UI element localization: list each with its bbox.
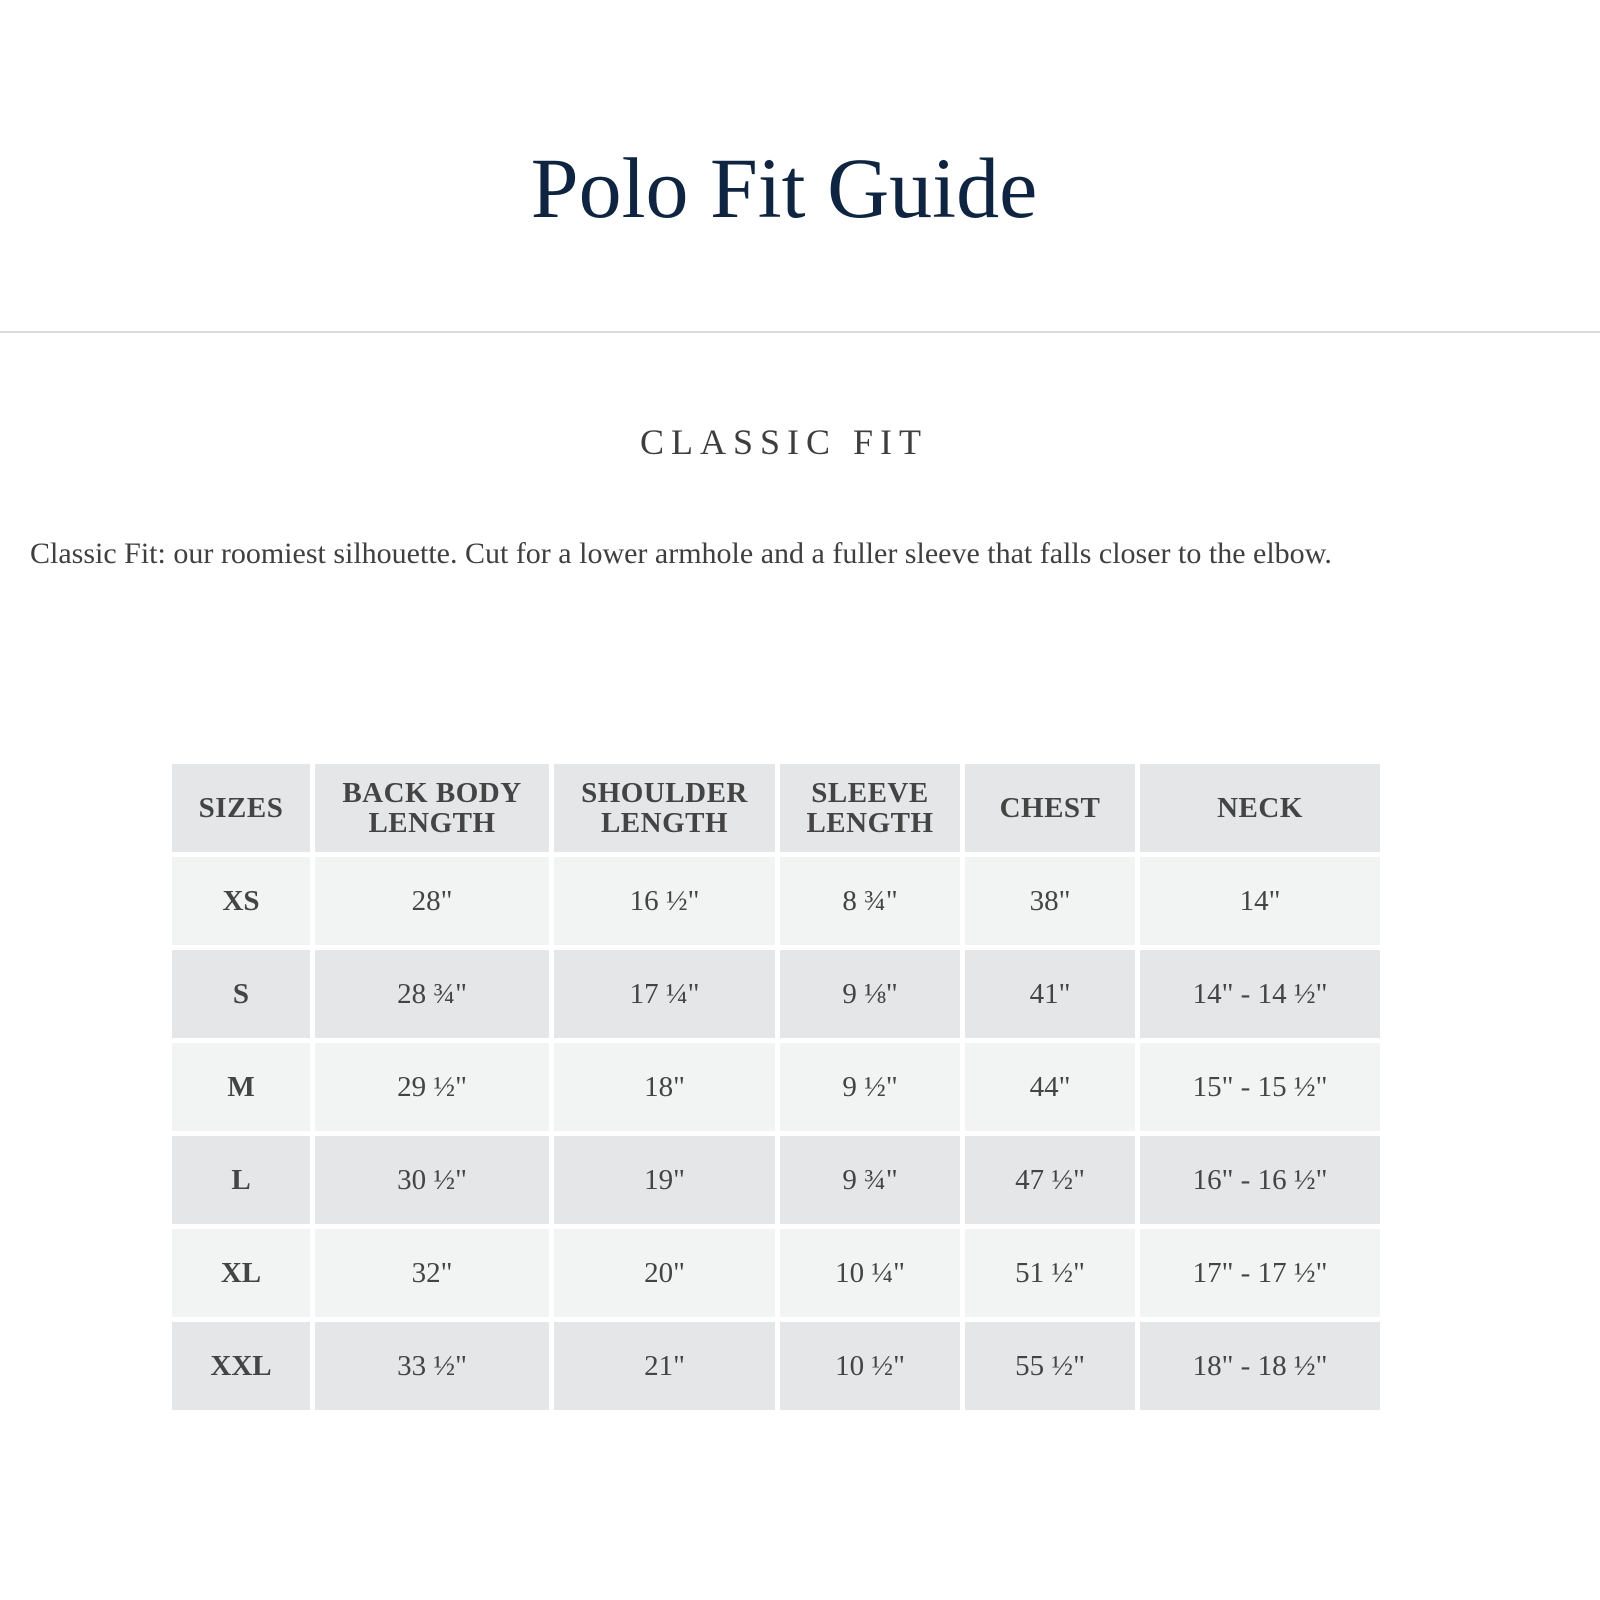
size-cell: XL xyxy=(172,1229,310,1317)
back-body-length-cell: 29 ½" xyxy=(315,1043,549,1131)
header-neck: NECK xyxy=(1140,764,1380,852)
shoulder-length-cell: 20" xyxy=(554,1229,775,1317)
table-row xyxy=(172,950,1380,1038)
size-chart-table xyxy=(167,759,1385,1415)
fit-description: Classic Fit: our roomiest silhouette. Cut for a lower armhole and a fuller sleeve that falls closer to the elbow. xyxy=(30,537,1332,570)
section-title: CLASSIC FIT xyxy=(639,422,929,462)
shoulder-length-cell: 17 ¼" xyxy=(554,950,775,1038)
neck-cell: 16" - 16 ½" xyxy=(1140,1136,1380,1224)
back-body-length-cell: 28" xyxy=(315,857,549,945)
chest-cell: 38" xyxy=(965,857,1135,945)
shoulder-length-cell: 18" xyxy=(554,1043,775,1131)
back-body-length-cell: 33 ½" xyxy=(315,1322,549,1410)
table-row xyxy=(172,857,1380,945)
table-row xyxy=(172,1136,1380,1224)
size-cell: XS xyxy=(172,857,310,945)
shoulder-length-cell: 16 ½" xyxy=(554,857,775,945)
shoulder-length-cell: 21" xyxy=(554,1322,775,1410)
table-header-row xyxy=(172,764,1380,852)
header-shoulder-length: SHOULDER LENGTH xyxy=(554,764,775,852)
chest-cell: 41" xyxy=(965,950,1135,1038)
page-title: Polo Fit Guide xyxy=(530,140,1038,236)
table-row xyxy=(172,1322,1380,1410)
sleeve-length-cell: 8 ¾" xyxy=(780,857,960,945)
size-cell: XXL xyxy=(172,1322,310,1410)
chest-cell: 47 ½" xyxy=(965,1136,1135,1224)
sleeve-length-cell: 9 ¾" xyxy=(780,1136,960,1224)
neck-cell: 14" - 14 ½" xyxy=(1140,950,1380,1038)
chest-cell: 51 ½" xyxy=(965,1229,1135,1317)
neck-cell: 14" xyxy=(1140,857,1380,945)
back-body-length-cell: 32" xyxy=(315,1229,549,1317)
sleeve-length-cell: 10 ¼" xyxy=(780,1229,960,1317)
header-back-body-length: BACK BODY LENGTH xyxy=(315,764,549,852)
size-cell: S xyxy=(172,950,310,1038)
table-row xyxy=(172,1229,1380,1317)
neck-cell: 15" - 15 ½" xyxy=(1140,1043,1380,1131)
sleeve-length-cell: 9 ⅛" xyxy=(780,950,960,1038)
sleeve-length-cell: 10 ½" xyxy=(780,1322,960,1410)
sleeve-length-cell: 9 ½" xyxy=(780,1043,960,1131)
header-chest: CHEST xyxy=(965,764,1135,852)
shoulder-length-cell: 19" xyxy=(554,1136,775,1224)
size-cell: M xyxy=(172,1043,310,1131)
back-body-length-cell: 30 ½" xyxy=(315,1136,549,1224)
header-sleeve-length: SLEEVE LENGTH xyxy=(780,764,960,852)
neck-cell: 17" - 17 ½" xyxy=(1140,1229,1380,1317)
chest-cell: 55 ½" xyxy=(965,1322,1135,1410)
chest-cell: 44" xyxy=(965,1043,1135,1131)
neck-cell: 18" - 18 ½" xyxy=(1140,1322,1380,1410)
back-body-length-cell: 28 ¾" xyxy=(315,950,549,1038)
header-sizes: SIZES xyxy=(172,764,310,852)
table-row xyxy=(172,1043,1380,1131)
size-cell: L xyxy=(172,1136,310,1224)
divider xyxy=(0,331,1600,333)
